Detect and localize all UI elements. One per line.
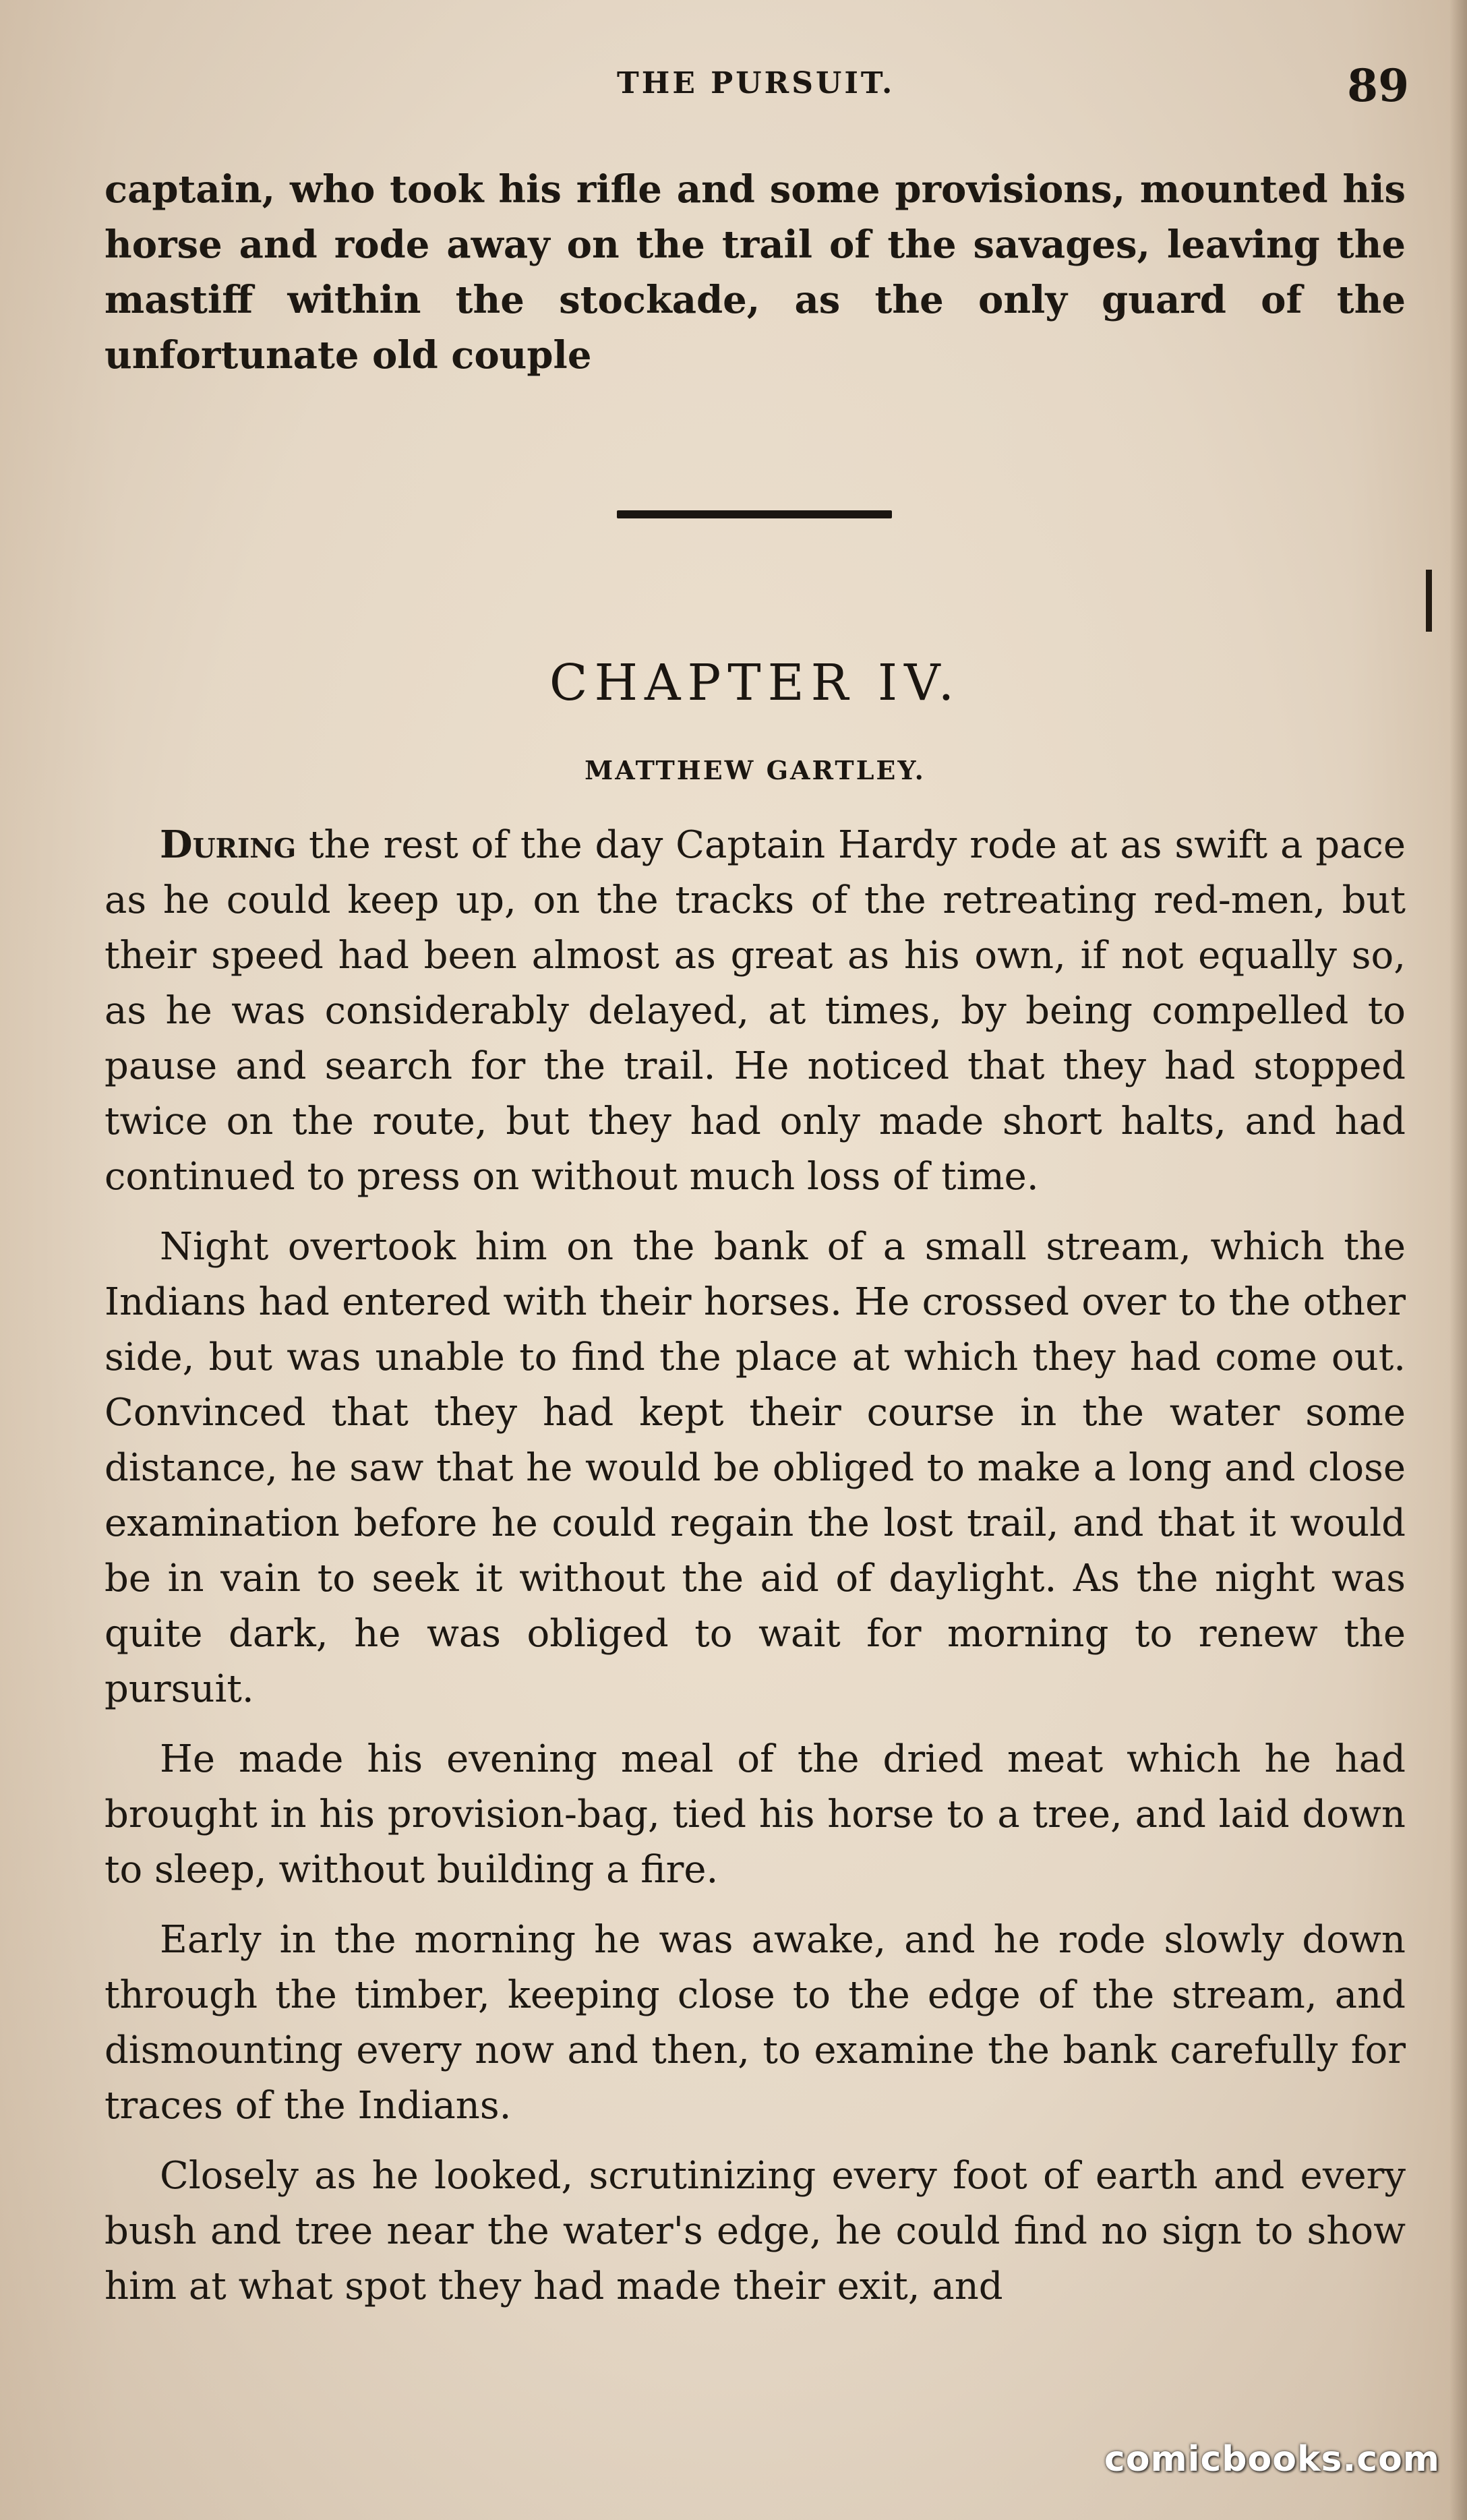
section-divider-rule: [617, 510, 892, 518]
paragraph-3: He made his evening meal of the dried meat which he had brought in his provision-bag, tied his horse to a tree, and laid down to sleep, without building a fire.: [104, 1737, 1406, 1892]
paragraph-5: Closely as he looked, scrutinizing every foot of earth and every bush and tree near the water's edge, he could find no sign to show him at what spot they had made their exit, and: [104, 2154, 1406, 2308]
chapter-subtitle: MATTHEW GARTLEY.: [585, 755, 926, 785]
watermark-logo: comicbooks.com: [1104, 2439, 1440, 2480]
drop-lead-word: During: [160, 822, 297, 867]
page-number: 89: [1347, 59, 1409, 112]
chapter-title: CHAPTER IV.: [549, 654, 961, 712]
paragraph-1-text: the rest of the day Captain Hardy rode at as swift a pace as he could keep up, on the tracks of the retreating red-men, but their speed had been almost as great as his own, if not equally so, as he was considerably delayed, at times, by being compelled to pause and search for the trail. He noticed that they had stopped twice on the route, but they had only made short halts, and had continued to press on without much loss of time.: [104, 823, 1406, 1199]
running-header: [101, 59, 1409, 113]
paragraph-2: Night overtook him on the bank of a small stream, which the Indians had entered with their horses. He crossed over to the other side, but was unable to find the place at which they had come out. Convinced that they had kept their course in the water some distance, he saw that he would be obliged to make a long and close examination before he could regain the lost trail, and that it would be in vain to seek it without the aid of daylight. As the night was quite dark, he was obliged to wait for morning to renew the pursuit.: [104, 1225, 1406, 1711]
running-title: THE PURSUIT.: [617, 66, 895, 100]
opening-paragraph: [104, 162, 1406, 383]
stray-ink-mark: [1426, 570, 1432, 632]
paragraph-1: [104, 817, 1406, 1205]
page-edge-shadow: [1449, 0, 1467, 2520]
opening-paragraph-text: captain, who took his rifle and some provisions, mounted his horse and rode away on the trail of the savages, leaving the mastiff within the stockade, as the only guard of the unfortunate old couple: [104, 167, 1406, 378]
paragraph-4: Early in the morning he was awake, and he rode slowly down through the timber, keeping close to the edge of the stream, and dismounting every now and then, to examine the bank carefully for traces of the Indians.: [104, 1918, 1406, 2128]
chapter-body: [104, 817, 1406, 2314]
